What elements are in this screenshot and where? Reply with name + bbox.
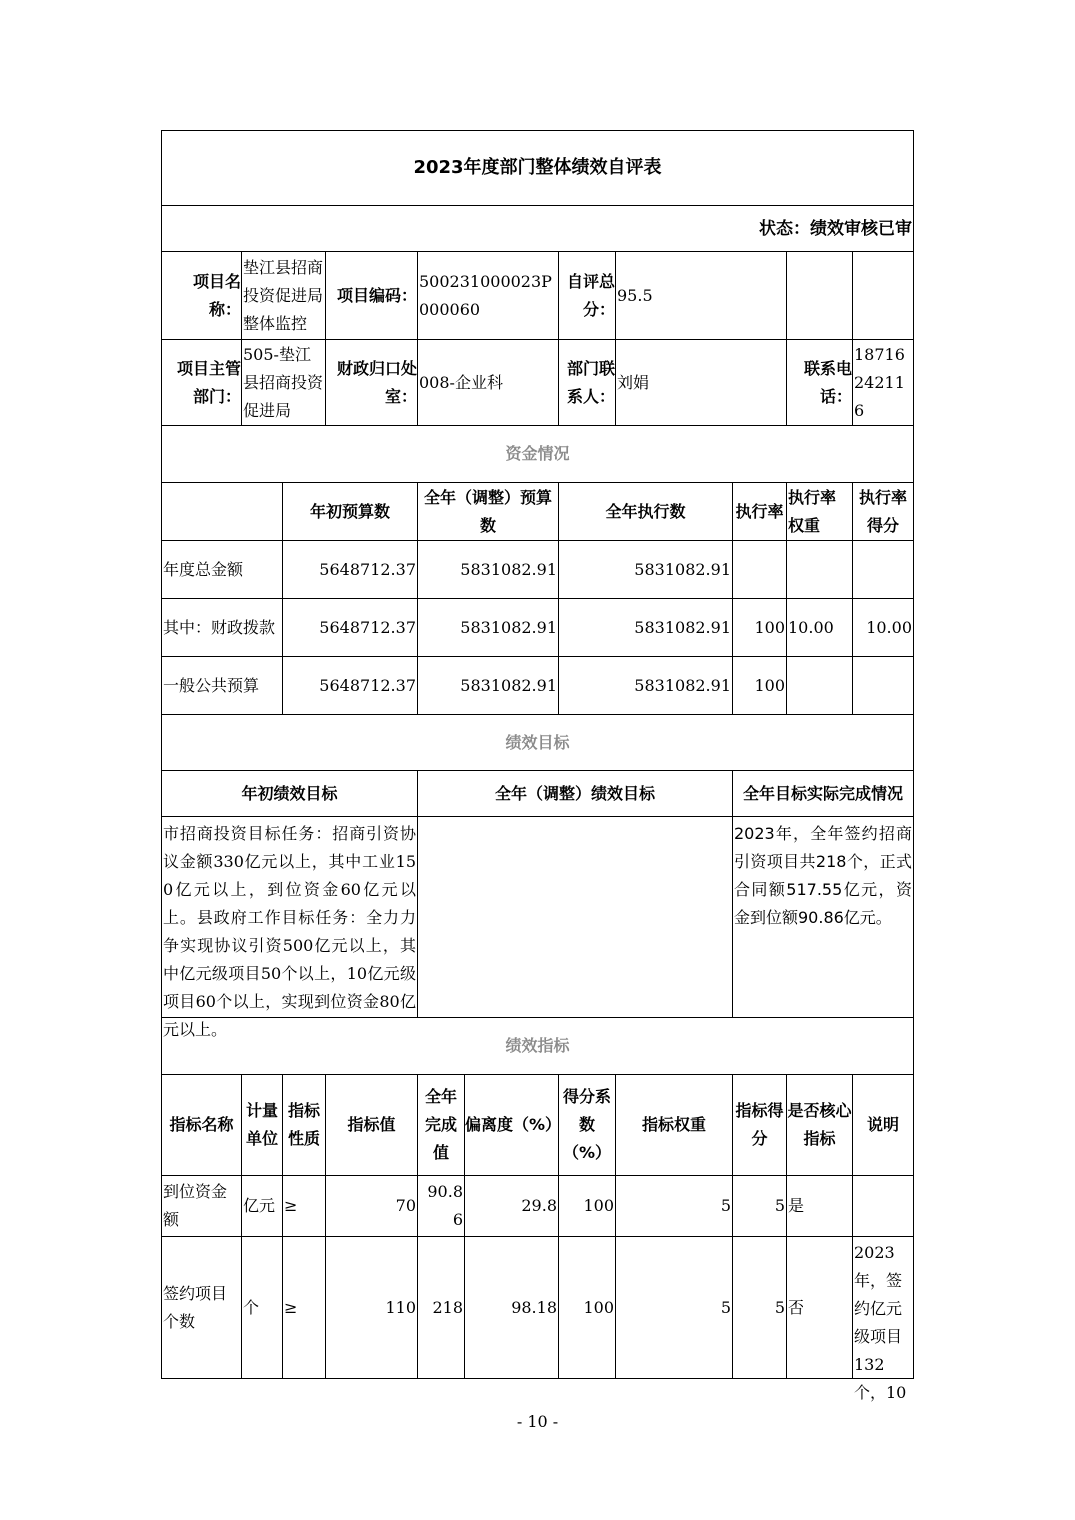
ind-header-unit: 计量单位 <box>241 1074 282 1175</box>
funds-row-rate: 100 <box>732 598 786 656</box>
funds-row-score: 10.00 <box>852 598 913 656</box>
goals-header-adjusted: 全年（调整）绩效目标 <box>417 770 732 816</box>
contact-label: 部门联系人： <box>558 339 615 425</box>
ind-header-done: 全年完成值 <box>417 1074 464 1175</box>
dept-label: 项目主管部门： <box>161 339 241 425</box>
funds-header-initial: 年初预算数 <box>282 482 417 540</box>
funds-row-rate <box>732 540 786 598</box>
funds-row-executed: 5831082.91 <box>558 540 732 598</box>
funds-header-score: 执行率得分 <box>852 482 913 540</box>
ind-row-nature: ≥ <box>282 1175 325 1236</box>
ind-row-target: 110 <box>325 1236 417 1379</box>
funds-row-name: 其中：财政拨款 <box>161 598 282 656</box>
ind-row-weight: 5 <box>615 1236 732 1379</box>
funds-section-title: 资金情况 <box>161 425 913 482</box>
goals-section-title: 绩效目标 <box>161 714 913 770</box>
funds-row-weight <box>786 656 852 714</box>
goals-actual-text: 2023年，全年签约招商引资项目共218个，正式合同额517.55亿元，资金到位额90.86亿元。 <box>732 816 913 1017</box>
contact-value: 刘娟 <box>615 339 786 425</box>
ind-header-coef: 得分系数（%） <box>558 1074 615 1175</box>
funds-row-score <box>852 656 913 714</box>
ind-header-target: 指标值 <box>325 1074 417 1175</box>
phone-label: 联系电话： <box>786 339 852 425</box>
project-code-value: 500231000023P000060 <box>417 251 558 339</box>
phone-value: 18716242116 <box>852 339 913 425</box>
ind-header-name: 指标名称 <box>161 1074 241 1175</box>
funds-row-weight: 10.00 <box>786 598 852 656</box>
ind-row-dev: 29.8 <box>464 1175 558 1236</box>
goals-initial-text: 市招商投资目标任务：招商引资协议金额330亿元以上，其中工业150亿元以上，到位资金60亿元以上。县政府工作目标任务：全力力争实现协议引资500亿元以上，其中亿元级项目50个以上，10亿元级项目60个以上，实现到位资金80亿元以上。 <box>161 816 417 1017</box>
project-name-value: 垫江县招商投资促进局整体监控 <box>241 251 325 339</box>
ind-row-score: 5 <box>732 1175 786 1236</box>
ind-header-score: 指标得分 <box>732 1074 786 1175</box>
ind-header-dev: 偏离度（%） <box>464 1074 558 1175</box>
funds-row-executed: 5831082.91 <box>558 656 732 714</box>
ind-row-note <box>852 1175 913 1236</box>
funds-row-adjusted: 5831082.91 <box>417 656 558 714</box>
ind-row-dev: 98.18 <box>464 1236 558 1379</box>
funds-header-executed: 全年执行数 <box>558 482 732 540</box>
funds-row-adjusted: 5831082.91 <box>417 598 558 656</box>
funds-row-name: 年度总金额 <box>161 540 282 598</box>
table-border-right <box>913 130 914 1379</box>
funds-row-weight <box>786 540 852 598</box>
empty-cell <box>786 251 852 339</box>
self-score-value: 95.5 <box>615 251 786 339</box>
ind-header-nature: 指标性质 <box>282 1074 325 1175</box>
ind-row-note: 2023年，签约亿元级项目132个，10 <box>852 1236 913 1379</box>
ind-row-coef: 100 <box>558 1175 615 1236</box>
funds-row-name: 一般公共预算 <box>161 656 282 714</box>
table-border-bottom <box>161 1378 914 1379</box>
ind-row-target: 70 <box>325 1175 417 1236</box>
evaluation-table <box>161 130 914 1402</box>
ind-row-weight: 5 <box>615 1175 732 1236</box>
goals-header-actual: 全年目标实际完成情况 <box>732 770 913 816</box>
ind-row-name: 签约项目个数 <box>161 1236 241 1379</box>
project-name-label: 项目名称： <box>161 251 241 339</box>
finance-value: 008-企业科 <box>417 339 558 425</box>
finance-label: 财政归口处室： <box>325 339 417 425</box>
funds-row-initial: 5648712.37 <box>282 598 417 656</box>
goals-adjusted-text <box>417 816 732 1017</box>
ind-row-unit: 亿元 <box>241 1175 282 1236</box>
table-title: 2023年度部门整体绩效自评表 <box>161 130 913 205</box>
ind-header-weight: 指标权重 <box>615 1074 732 1175</box>
indicators-section-title: 绩效指标 <box>161 1017 913 1074</box>
ind-row-nature: ≥ <box>282 1236 325 1379</box>
funds-header-weight: 执行率权重 <box>786 482 852 540</box>
funds-row-initial: 5648712.37 <box>282 656 417 714</box>
funds-row-executed: 5831082.91 <box>558 598 732 656</box>
ind-header-note: 说明 <box>852 1074 913 1175</box>
dept-value: 505-垫江县招商投资促进局 <box>241 339 325 425</box>
empty-cell <box>852 251 913 339</box>
ind-header-core: 是否核心指标 <box>786 1074 852 1175</box>
ind-row-core: 否 <box>786 1236 852 1379</box>
funds-header-rate: 执行率 <box>732 482 786 540</box>
goals-header-initial: 年初绩效目标 <box>161 770 417 816</box>
ind-row-done: 218 <box>417 1236 464 1379</box>
ind-row-name: 到位资金额 <box>161 1175 241 1236</box>
ind-row-coef: 100 <box>558 1236 615 1379</box>
ind-row-core: 是 <box>786 1175 852 1236</box>
funds-row-rate: 100 <box>732 656 786 714</box>
ind-row-unit: 个 <box>241 1236 282 1379</box>
ind-row-score: 5 <box>732 1236 786 1379</box>
funds-row-score <box>852 540 913 598</box>
funds-header-blank <box>161 482 282 540</box>
self-score-label: 自评总分： <box>558 251 615 339</box>
ind-row-done: 90.86 <box>417 1175 464 1236</box>
page-number: - 10 - <box>516 1412 559 1431</box>
project-code-label: 项目编码： <box>325 251 417 339</box>
funds-row-adjusted: 5831082.91 <box>417 540 558 598</box>
status-label: 状态：绩效审核已审 <box>161 205 913 251</box>
funds-header-adjusted: 全年（调整）预算数 <box>417 482 558 540</box>
funds-row-initial: 5648712.37 <box>282 540 417 598</box>
